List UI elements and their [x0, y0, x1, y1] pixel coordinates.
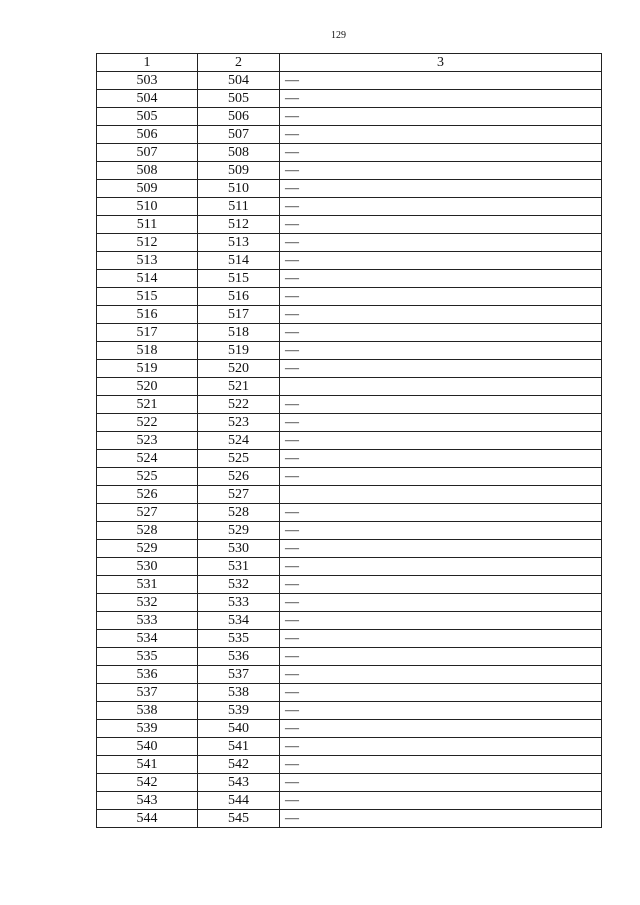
- table-cell-col3: [280, 486, 602, 504]
- table-cell-col3: —: [280, 720, 602, 738]
- table-cell-col3: —: [280, 324, 602, 342]
- table-cell-col2: 525: [198, 450, 280, 468]
- table-cell-col3: —: [280, 648, 602, 666]
- table-cell-col2: 531: [198, 558, 280, 576]
- table-cell-col1: 513: [97, 252, 198, 270]
- table-cell-col2: 542: [198, 756, 280, 774]
- table-row: [97, 252, 602, 270]
- table-cell-col1: 508: [97, 162, 198, 180]
- table-row: [97, 756, 602, 774]
- table-row: [97, 216, 602, 234]
- table-cell-col3: —: [280, 90, 602, 108]
- table-cell-col3: —: [280, 612, 602, 630]
- table-cell-col1: 518: [97, 342, 198, 360]
- table-cell-col1: 524: [97, 450, 198, 468]
- table-cell-col1: 522: [97, 414, 198, 432]
- table-cell-col2: 507: [198, 126, 280, 144]
- table-cell-col2: 508: [198, 144, 280, 162]
- table-row: [97, 702, 602, 720]
- table-row: [97, 180, 602, 198]
- table-cell-col3: —: [280, 468, 602, 486]
- table-row: [97, 810, 602, 828]
- table-cell-col3: —: [280, 198, 602, 216]
- table-row: [97, 576, 602, 594]
- table-cell-col3: —: [280, 702, 602, 720]
- table-cell-col1: 533: [97, 612, 198, 630]
- table-row: [97, 684, 602, 702]
- table-cell-col1: 520: [97, 378, 198, 396]
- table-cell-col2: 505: [198, 90, 280, 108]
- table-cell-col1: 504: [97, 90, 198, 108]
- table-cell-col1: 534: [97, 630, 198, 648]
- table-cell-col1: 530: [97, 558, 198, 576]
- table-row: [97, 72, 602, 90]
- table-cell-col2: 535: [198, 630, 280, 648]
- table-row: [97, 612, 602, 630]
- table-cell-col3: —: [280, 342, 602, 360]
- table-cell-col1: 537: [97, 684, 198, 702]
- table-row: [97, 108, 602, 126]
- table-cell-col1: 543: [97, 792, 198, 810]
- table-cell-col2: 524: [198, 432, 280, 450]
- table-row: [97, 378, 602, 396]
- table-cell-col1: 538: [97, 702, 198, 720]
- table-cell-col1: 539: [97, 720, 198, 738]
- table-cell-col3: —: [280, 270, 602, 288]
- table-cell-col1: 509: [97, 180, 198, 198]
- table-row: [97, 648, 602, 666]
- table-cell-col2: 512: [198, 216, 280, 234]
- table-cell-col1: 531: [97, 576, 198, 594]
- table-cell-col1: 514: [97, 270, 198, 288]
- table-cell-col2: 537: [198, 666, 280, 684]
- table-cell-col1: 505: [97, 108, 198, 126]
- page-number: 129: [331, 30, 346, 41]
- table-cell-col2: 520: [198, 360, 280, 378]
- table-row: [97, 486, 602, 504]
- table-cell-col3: —: [280, 252, 602, 270]
- header-cell-col3: 3: [280, 54, 602, 72]
- table-cell-col2: 545: [198, 810, 280, 828]
- table-cell-col1: 515: [97, 288, 198, 306]
- table-cell-col2: 514: [198, 252, 280, 270]
- table-cell-col1: 506: [97, 126, 198, 144]
- table-cell-col1: 511: [97, 216, 198, 234]
- table-cell-col1: 503: [97, 72, 198, 90]
- table-row: [97, 792, 602, 810]
- table-cell-col2: 532: [198, 576, 280, 594]
- table-cell-col3: —: [280, 126, 602, 144]
- table-row: [97, 198, 602, 216]
- table-cell-col2: 544: [198, 792, 280, 810]
- table-cell-col2: 518: [198, 324, 280, 342]
- table-cell-col2: 515: [198, 270, 280, 288]
- table-cell-col3: —: [280, 684, 602, 702]
- table-cell-col1: 523: [97, 432, 198, 450]
- header-cell-col2: 2: [198, 54, 280, 72]
- table-cell-col3: —: [280, 774, 602, 792]
- table-cell-col2: 523: [198, 414, 280, 432]
- table-cell-col2: 513: [198, 234, 280, 252]
- table-row: [97, 594, 602, 612]
- table-row: [97, 126, 602, 144]
- table-cell-col1: 507: [97, 144, 198, 162]
- table-row: [97, 90, 602, 108]
- table-row: [97, 666, 602, 684]
- table-cell-col3: —: [280, 450, 602, 468]
- table-cell-col1: 512: [97, 234, 198, 252]
- table-cell-col2: 521: [198, 378, 280, 396]
- table-cell-col1: 536: [97, 666, 198, 684]
- table-row: [97, 540, 602, 558]
- table-row: [97, 522, 602, 540]
- table-row: [97, 432, 602, 450]
- table-row: [97, 324, 602, 342]
- table-cell-col3: —: [280, 810, 602, 828]
- table-cell-col3: —: [280, 180, 602, 198]
- table-cell-col1: 517: [97, 324, 198, 342]
- table-cell-col1: 527: [97, 504, 198, 522]
- table-row: [97, 504, 602, 522]
- table-cell-col3: [280, 378, 602, 396]
- table-cell-col3: —: [280, 144, 602, 162]
- table-cell-col2: 534: [198, 612, 280, 630]
- table-cell-col1: 525: [97, 468, 198, 486]
- table-cell-col3: —: [280, 738, 602, 756]
- table-cell-col1: 528: [97, 522, 198, 540]
- table-cell-col2: 541: [198, 738, 280, 756]
- table-cell-col2: 527: [198, 486, 280, 504]
- table-cell-col3: —: [280, 414, 602, 432]
- table-cell-col3: —: [280, 756, 602, 774]
- table-row: [97, 360, 602, 378]
- table-cell-col2: 504: [198, 72, 280, 90]
- table-cell-col3: —: [280, 360, 602, 378]
- table-cell-col2: 510: [198, 180, 280, 198]
- table-cell-col2: 519: [198, 342, 280, 360]
- table-row: [97, 288, 602, 306]
- table-cell-col3: —: [280, 540, 602, 558]
- table-cell-col3: —: [280, 792, 602, 810]
- table-cell-col2: 529: [198, 522, 280, 540]
- table-row: [97, 396, 602, 414]
- table-row: [97, 468, 602, 486]
- header-cell-col1: 1: [97, 54, 198, 72]
- table-cell-col2: 540: [198, 720, 280, 738]
- table-cell-col2: 517: [198, 306, 280, 324]
- table-cell-col3: —: [280, 522, 602, 540]
- data-table: [96, 53, 602, 828]
- table-cell-col2: 539: [198, 702, 280, 720]
- table-cell-col2: 516: [198, 288, 280, 306]
- table-cell-col3: —: [280, 666, 602, 684]
- table-cell-col1: 541: [97, 756, 198, 774]
- table-cell-col2: 528: [198, 504, 280, 522]
- table-row: [97, 630, 602, 648]
- table-row: [97, 558, 602, 576]
- table-row: [97, 234, 602, 252]
- table-cell-col2: 543: [198, 774, 280, 792]
- table-cell-col1: 519: [97, 360, 198, 378]
- table-cell-col1: 510: [97, 198, 198, 216]
- table-cell-col2: 538: [198, 684, 280, 702]
- table-header: [97, 54, 602, 72]
- table-cell-col2: 526: [198, 468, 280, 486]
- table-row: [97, 450, 602, 468]
- table-cell-col2: 522: [198, 396, 280, 414]
- table-cell-col3: —: [280, 630, 602, 648]
- table-cell-col1: 542: [97, 774, 198, 792]
- table-cell-col3: —: [280, 162, 602, 180]
- table-cell-col1: 521: [97, 396, 198, 414]
- table-cell-col3: —: [280, 216, 602, 234]
- table-header-row: [97, 54, 602, 72]
- table-cell-col1: 529: [97, 540, 198, 558]
- table-cell-col2: 509: [198, 162, 280, 180]
- table-cell-col2: 536: [198, 648, 280, 666]
- table-row: [97, 162, 602, 180]
- table-row: [97, 414, 602, 432]
- table-row: [97, 306, 602, 324]
- table-cell-col2: 511: [198, 198, 280, 216]
- table-cell-col1: 532: [97, 594, 198, 612]
- table-cell-col1: 526: [97, 486, 198, 504]
- table-cell-col1: 544: [97, 810, 198, 828]
- table-cell-col3: —: [280, 234, 602, 252]
- table-cell-col3: —: [280, 306, 602, 324]
- table-row: [97, 720, 602, 738]
- table-row: [97, 144, 602, 162]
- table-cell-col2: 530: [198, 540, 280, 558]
- table-cell-col3: —: [280, 72, 602, 90]
- table-cell-col2: 506: [198, 108, 280, 126]
- table-body: [97, 72, 602, 828]
- table-cell-col1: 535: [97, 648, 198, 666]
- table-row: [97, 738, 602, 756]
- table-cell-col3: —: [280, 576, 602, 594]
- table-row: [97, 342, 602, 360]
- table-cell-col3: —: [280, 504, 602, 522]
- table-cell-col3: —: [280, 594, 602, 612]
- table-cell-col3: —: [280, 396, 602, 414]
- table-row: [97, 270, 602, 288]
- table-cell-col3: —: [280, 558, 602, 576]
- table-cell-col3: —: [280, 432, 602, 450]
- table-cell-col1: 540: [97, 738, 198, 756]
- table-cell-col2: 533: [198, 594, 280, 612]
- table-cell-col3: —: [280, 288, 602, 306]
- table-cell-col1: 516: [97, 306, 198, 324]
- table-cell-col3: —: [280, 108, 602, 126]
- table-row: [97, 774, 602, 792]
